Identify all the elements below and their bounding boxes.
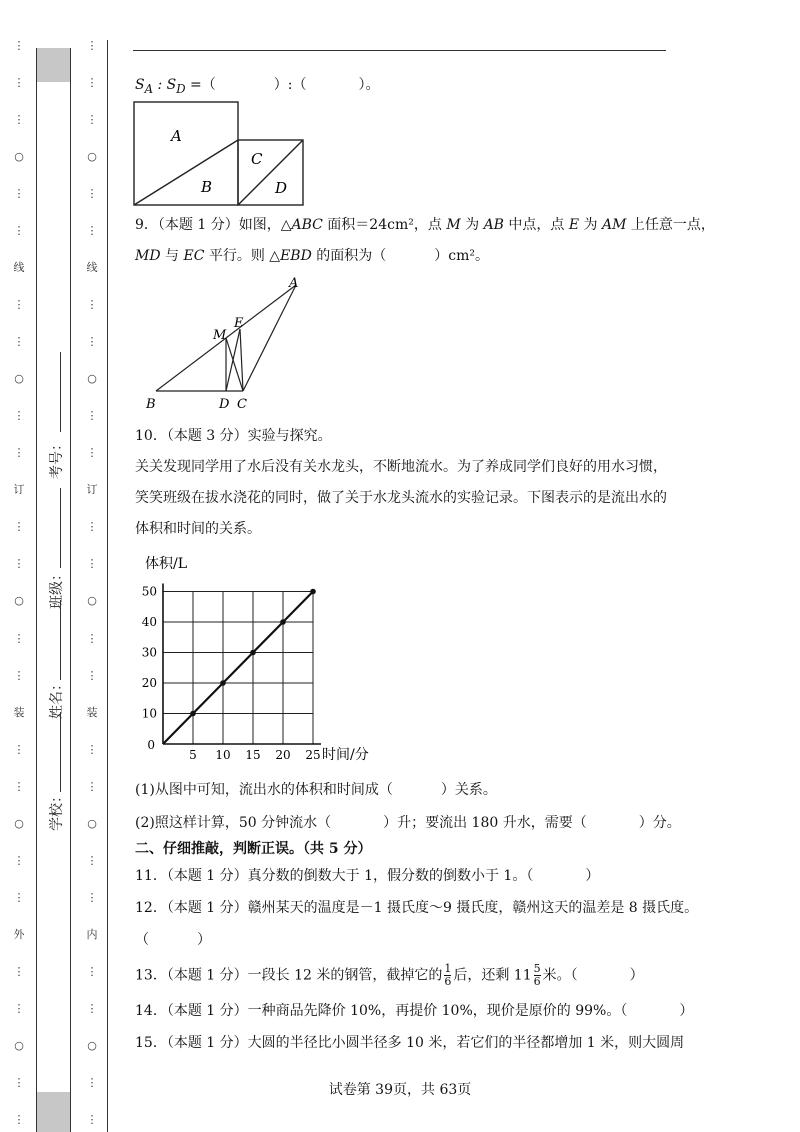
margin-rule-right [70, 48, 71, 1132]
q9-label-b: B [146, 397, 156, 412]
field-class: 班级： [49, 567, 65, 609]
field-name-underline [60, 600, 61, 680]
q12-line2: （ ） [135, 932, 211, 948]
q13-frac2-den: 6 [533, 975, 541, 988]
x-tick-label: 25 [305, 748, 321, 762]
margin-char-out: 外 [13, 927, 25, 941]
circle-mark: ○ [87, 150, 97, 164]
y-tick-label: 50 [141, 584, 157, 599]
q9-line1: 9．（本题 1 分）如图，△ABC 面积＝24cm²，点 M 为 AB 中点，点 E 为 AM 上任意一点， [135, 217, 715, 233]
q10-para-line1: 关关发现同学用了水后没有关水龙头，不断地流水。为了养成同学们良好的用水习惯， [135, 459, 667, 475]
field-class-underline [60, 488, 61, 568]
y-tick-label: 30 [141, 645, 157, 660]
q10-chart [130, 548, 400, 766]
q9-figure [140, 272, 315, 417]
q9-label-e: E [234, 316, 244, 331]
q8-label-c: C [251, 150, 263, 168]
q10-title: 10．（本题 3 分）实验与探究。 [135, 428, 332, 444]
q9-label-c: C [237, 397, 247, 412]
x-tick-label: 20 [275, 748, 291, 762]
field-exam-no-underline [60, 352, 61, 432]
q9-label-m: M [213, 328, 227, 343]
section2-title: 二、仔细推敲，判断正误。（共 5 分） [135, 841, 372, 857]
x-axis-label: 时间/分 [322, 747, 369, 763]
q13-frac1-num: 1 [444, 962, 452, 975]
y-axis-label: 体积/L [145, 556, 188, 572]
q13: 13．（本题 1 分）一段长 12 米的钢管，截掉它的 $\frac{1}{6}$ 后，还剩 11 $\frac{5}{6}$ 米。（ ） [135, 962, 644, 988]
data-point [190, 711, 196, 717]
margin-char-bind: 订 [86, 483, 98, 497]
y-tick-label: 20 [141, 676, 157, 690]
q10-sub1: (1)从图中可知，流出水的体积和时间成（ ）关系。 [135, 782, 497, 798]
circle-mark: ○ [14, 816, 24, 830]
origin-label: 0 [147, 738, 155, 752]
q10-sub2: (2)照这样计算，50 分钟流水（ ）升；要流出 180 升水，需要（ ）分。 [135, 815, 681, 831]
field-school: 学校： [49, 789, 65, 831]
q8-label-a: A [171, 127, 182, 145]
q9-label-d: D [219, 397, 230, 412]
data-point [250, 650, 256, 656]
q10-para-line3: 体积和时间的关系。 [135, 521, 261, 537]
margin-char-line: 线 [13, 261, 25, 275]
data-point [310, 589, 316, 595]
field-school-underline [60, 712, 61, 792]
circle-mark: ○ [14, 150, 24, 164]
inner-dot-column: ⋮ ⋮ ⋮ ○ ⋮ ⋮ 线 ⋮ ⋮ ○ ⋮ ⋮ 订 ⋮ ⋮ ○ ⋮ ⋮ 装 ⋮ ⋮ ○ ⋮ ⋮ 内 ⋮ ⋮ ○ ⋮ ⋮ [86, 39, 98, 1126]
x-tick-label: 10 [215, 748, 231, 762]
q13-frac1-den: 6 [444, 975, 452, 988]
field-exam-no: 考号： [49, 437, 65, 479]
circle-mark: ○ [87, 816, 97, 830]
y-tick-label: 40 [141, 615, 157, 629]
data-point [220, 680, 226, 686]
circle-mark: ○ [14, 1038, 24, 1052]
q13-frac2-num: 5 [533, 962, 541, 975]
q8-figure [133, 100, 308, 208]
q10-para-line2: 笑笑班级在拔水浇花的同时，做了关于水龙头流水的实验记录。下图表示的是流出水的 [135, 490, 667, 506]
margin-char-pack: 装 [86, 705, 98, 719]
y-tick-label: 10 [141, 706, 157, 721]
circle-mark: ○ [87, 372, 97, 386]
q14: 14．（本题 1 分）一种商品先降价 10%，再提价 10%，现价是原价的 99%。（ ） [135, 1003, 694, 1019]
page-left-rule [107, 40, 108, 1132]
margin-char-in: 内 [86, 927, 98, 941]
circle-mark: ○ [87, 1038, 97, 1052]
circle-mark: ○ [14, 372, 24, 386]
x-tick-label: 15 [245, 748, 261, 762]
q8-label-d: D [275, 179, 288, 197]
series-line [163, 592, 313, 745]
circle-mark: ○ [14, 594, 24, 608]
field-name: 姓名： [49, 677, 65, 719]
circle-mark: ○ [87, 594, 97, 608]
margin-rule-left [36, 48, 37, 1132]
page-footer: 试卷第 39页，共 63页 [328, 1082, 472, 1098]
x-tick-label: 5 [189, 748, 197, 762]
margin-char-bind: 订 [13, 483, 25, 497]
q12-line1: 12．（本题 1 分）赣州某天的温度是－1 摄氏度～9 摄氏度，赣州这天的温差是 8 摄氏度。 [135, 900, 699, 916]
data-point [280, 619, 286, 625]
q8-label-b: B [201, 178, 213, 196]
header-rule [133, 50, 666, 51]
q9-line2: MD 与 EC 平行。则 △EBD 的面积为（ ）cm²。 [135, 248, 489, 264]
q11: 11．（本题 1 分）真分数的倒数大于 1，假分数的倒数小于 1。（ ） [135, 868, 600, 884]
outer-dot-column: ⋮ ⋮ ⋮ ○ ⋮ ⋮ 线 ⋮ ⋮ ○ ⋮ ⋮ 订 ⋮ ⋮ ○ ⋮ ⋮ 装 ⋮ ⋮ ○ ⋮ ⋮ 外 ⋮ ⋮ ○ ⋮ ⋮ [13, 39, 25, 1126]
q15: 15．（本题 1 分）大圆的半径比小圆半径多 10 米，若它们的半径都增加 1 米，则大圆周 [135, 1035, 685, 1051]
margin-gray-top [36, 48, 70, 82]
margin-char-line: 线 [86, 261, 98, 275]
q9-label-a: A [289, 276, 299, 291]
margin-char-pack: 装 [13, 705, 25, 719]
q8-ratio-line: $S_A$ : $S_D$ =（ ）:（ ）。 [135, 77, 380, 96]
